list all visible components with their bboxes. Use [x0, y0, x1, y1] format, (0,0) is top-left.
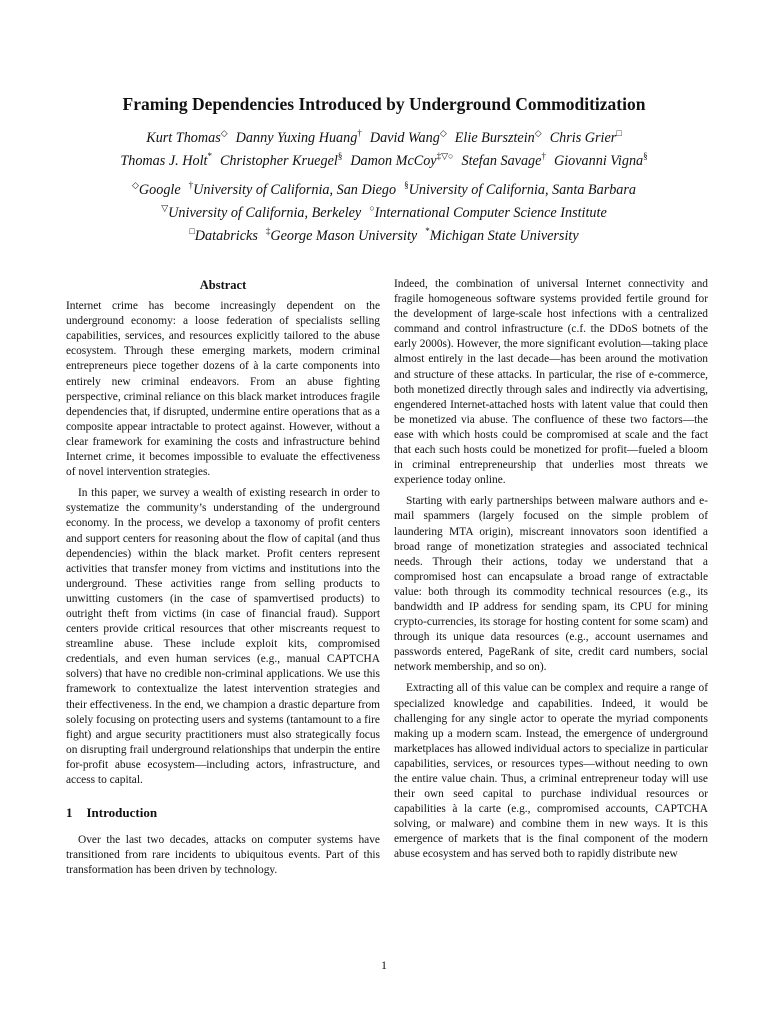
page-number: 1	[381, 958, 387, 972]
affiliation-mark: ‡▽○	[436, 151, 454, 161]
affiliation-mark: †	[357, 128, 362, 138]
section-number: 1	[66, 805, 73, 821]
institution-name: Google	[138, 182, 181, 198]
right-column	[394, 277, 708, 869]
affiliation	[425, 228, 578, 244]
author-name: Giovanni Vigna§	[553, 151, 648, 169]
institution-name: University of California, Berkeley	[168, 205, 362, 221]
affiliation	[132, 182, 181, 198]
affiliation	[266, 228, 417, 244]
author-name: Chris Grier□	[549, 128, 622, 146]
left-column	[66, 278, 380, 884]
institution-name: Michigan State University	[429, 228, 579, 244]
institution-name: University of California, San Diego	[193, 182, 397, 198]
institution-name: University of California, Santa Barbara	[408, 182, 637, 198]
affiliation-mark: §	[337, 151, 343, 161]
affiliation-mark: ◇	[534, 128, 542, 138]
affiliations-line-1	[0, 182, 768, 199]
affiliation-mark: †	[188, 180, 194, 190]
abstract-paragraph-2: In this paper, we survey a wealth of existing research in order to systematize the community’s understanding of the underground economy. In the process, we develop a taxonomy of profit centers and support centers for reasoning about the flow of capital (and thus dependencies) within the black market. Profit centers represent activities that transfer money from victims and institutions into the underground. These activities range from selling products to unwitting customers (in the case of spamvertised products) to outright theft from victims (in case of financial fraud). Support centers provide critical resources that other miscreants request to streamline abuse. These include exploit kits, compromised credentials, and even human services (e.g., manual CAPTCHA solvers) that have no credible non-criminal applications. We use this framework to contextualize the latest intervention strategies and their effectiveness. In the end, we champion a drastic departure from solely focusing on protecting users and systems (tantamount to a fire fight) and argue security practitioners must also strategically focus on disrupting frail underground relationships that underpin the entire for-profit abuse ecosystem—including actors, infrastructure, and access to capital.	[66, 487, 380, 786]
affiliation-mark: *	[207, 151, 212, 161]
affiliation	[161, 205, 361, 221]
affiliation-mark: *	[425, 226, 430, 236]
affiliation	[189, 182, 396, 198]
author-name: Danny Yuxing Huang†	[235, 128, 362, 146]
affiliation-mark: ◇	[220, 128, 228, 138]
affiliations-line-2	[0, 205, 768, 222]
author-name: Damon McCoy‡▽○	[350, 151, 454, 169]
intro-paragraph-1: Over the last two decades, attacks on computer systems have transitioned from rare incidents to ubiquitous events. Part of this transformation has been driven by technology.	[66, 834, 380, 877]
affiliation-mark: ○	[369, 203, 375, 213]
author-list-line-2	[0, 153, 768, 170]
abstract-paragraph-1: Internet crime has become increasingly dependent on the underground economy: a loose federation of specialists selling capabilities, services, and resources explicitly tailored to the abuse ecosystem. Through these emerging markets, modern criminal entrepreneurs piece together dozens of à la carte components into entirely new criminal endeavors. From an abuse fighting perspective, criminal reliance on this black market introduces fragile dependencies that, if disrupted, undermine entire operations that as a composite appear intractable to protect against. However, without a clear framework for examining the costs and infrastructure behind Internet crime, it becomes impossible to evaluate the effectiveness of novel intervention strategies.	[66, 300, 380, 479]
institution-name: George Mason University	[270, 228, 418, 244]
affiliations-line-3	[0, 228, 768, 245]
institution-name: Databricks	[194, 228, 258, 244]
affiliation	[189, 228, 258, 244]
author-name: Stefan Savage†	[461, 151, 546, 169]
affiliation-mark: §	[404, 180, 409, 190]
affiliation-mark: □	[189, 226, 195, 236]
body-paragraph-1: Indeed, the combination of universal Internet connectivity and fragile homogeneous software systems provided fertile ground for the development of large-scale host infections with a centralized command and control infrastructure (c.f. the DDoS botnets of the early 2000s). However, the more significant evolution—taking place almost entirely in the last decade—has been around the motivation and structure of these attacks. In particular, the rise of e-commerce, both monetized directly through sales and indirectly via advertising, engendered Internet-attached hosts with latent value that could then be monetized via abuse. The confluence of these two factors—the ease with which hosts could be compromised at scale and the fact that each such hosts could be monetized for profit—fueled a bloom in criminal entrepreneurship that underlies most threats we experience today online.	[394, 278, 708, 487]
institution-name: International Computer Science Institute	[374, 205, 607, 221]
affiliation-mark: †	[541, 151, 546, 161]
body-paragraph-2: Starting with early partnerships between malware authors and e-mail spammers (largely focused on the simple problem of laundering MTA origin), miscreant innovators soon identified a broad range of monetization strategies and associated technical needs. Through their actions, today we understand that a compromised host can encapsulate a broad range of extractable value: both through its commodity technical resources (e.g., its bandwidth and IP address for sending spam, its CPU for mining crypto-currencies, its storage for hosting content for some scam) and through its unique data resources (e.g., account usernames and passwords entered, PageRank of site, credit card numbers, social network membership, and so on).	[394, 495, 708, 674]
affiliation-mark: □	[616, 128, 622, 138]
section-title: Introduction	[86, 805, 158, 821]
affiliation-mark: ◇	[131, 180, 139, 190]
affiliation-mark: ‡	[265, 226, 271, 236]
author-name: Thomas J. Holt*	[120, 151, 212, 169]
section-heading-introduction	[66, 805, 380, 820]
author-name: Elie Bursztein◇	[454, 128, 542, 146]
author-name: David Wang◇	[369, 128, 447, 146]
affiliation-mark: §	[643, 151, 648, 161]
abstract-heading: Abstract	[199, 278, 247, 292]
affiliation	[369, 205, 607, 221]
affiliation-mark: ▽	[161, 203, 169, 213]
author-name: Christopher Kruegel§	[219, 151, 343, 169]
body-paragraph-3: Extracting all of this value can be complex and require a range of specialized knowledge and capabilities. Indeed, it would be challenging for any single actor to operate the myriad components making up a modern scam. Instead, the emergence of underground marketplaces has allowed individual actors to specialize in particular capabilities, services, or resources types—without needing to own the entire value chain. Thus, a criminal entrepreneur today will use their own seed capital to purchase individual resources or capabilities à la carte (e.g., compromised accounts, CAPTCHA solving, or malware) and combine them in new ways. It is this emergence of markets that is the final component of the modern abuse ecosystem and has served both to rapidly distribute new	[394, 682, 708, 861]
author-list-line-1	[0, 130, 768, 147]
affiliation-mark: ◇	[439, 128, 447, 138]
paper-title: Framing Dependencies Introduced by Underground Commoditization	[122, 94, 646, 114]
affiliation	[404, 182, 636, 198]
author-name: Kurt Thomas◇	[146, 128, 228, 146]
